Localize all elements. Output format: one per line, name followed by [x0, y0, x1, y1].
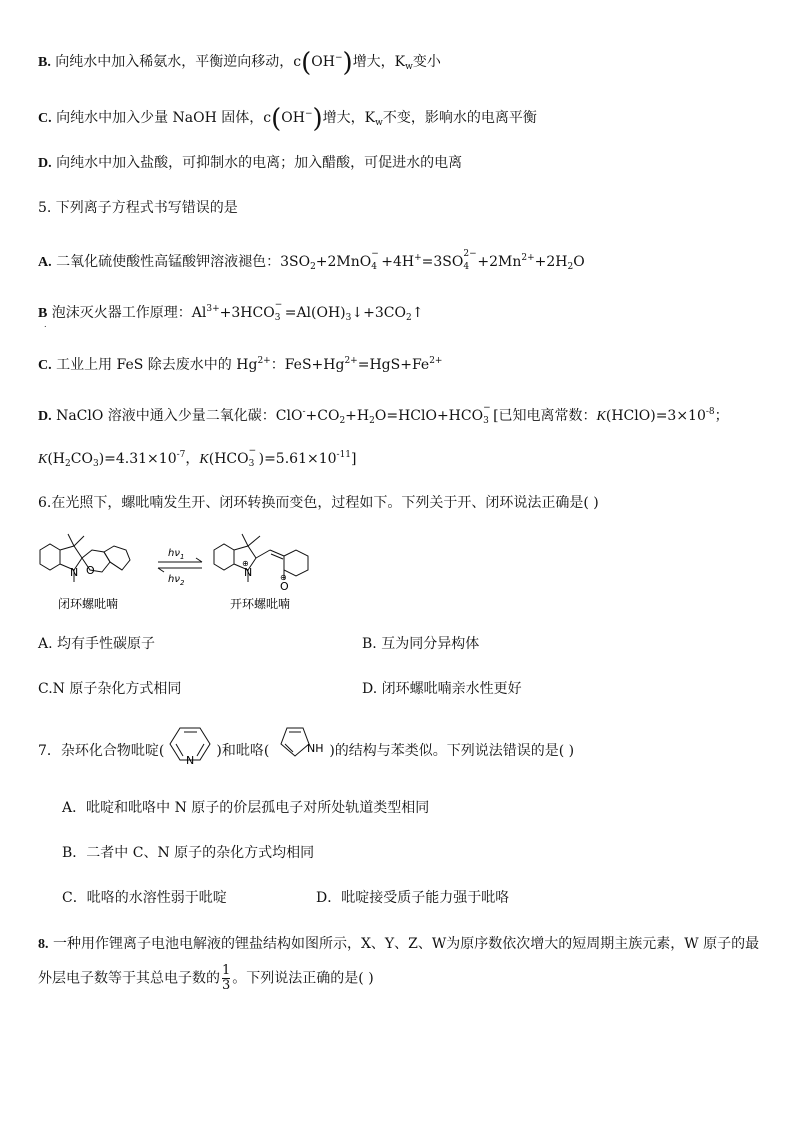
pyrrole-structure [269, 724, 329, 764]
fraction-one-third: $\frac{1}{3}$ [222, 963, 231, 993]
q6-option-a: A. 均有手性碳原子 [38, 636, 156, 652]
closed-benzene-left [40, 544, 60, 570]
q7-option-c: C．吡咯的水溶性弱于吡啶 [62, 890, 227, 906]
q6-stem: 6.在光照下，螺吡喃发生开、闭环转换而变色，过程如下。下列关于开、闭环说法正确是( ) [38, 495, 599, 511]
q5-stem: 5. 下列离子方程式书写错误的是 [38, 200, 238, 216]
q5-option-a: A. 二氧化硫使酸性高锰酸钾溶液褪色：$3SO_2+2MnO$ − 4 +4H+=3SO 2− 4 $+2Mn^{2+}+2H_2O$ [38, 249, 585, 272]
plus-charge-icon: ⊕ [242, 559, 249, 568]
q4-option-d: D. 向纯水中加入盐酸，可抑制水的电离；加入醋酸，可促进水的电离 [38, 155, 463, 171]
closed-o-atom: O [86, 564, 95, 577]
q6-option-b: B. 互为同分异构体 [362, 636, 480, 652]
q5-option-b: B 泡沫灭火器工作原理：$Al^{3+}+3HCO$ − 3 $=Al(OH)_3↓+3CO_2↑$ [38, 300, 424, 323]
q5-option-c: C. 工业上用 FeS 除去废水中的 $Hg^{2+}$：$FeS+Hg^{2+}=HgS+Fe^{2+}$ [38, 356, 443, 373]
minus-charge-icon: ⊖ [280, 573, 287, 582]
open-n-atom: N [244, 566, 253, 579]
closed-form-label: 闭环螺吡喃 [58, 597, 119, 611]
q7-option-a: A．吡啶和吡咯中 N 原子的价层孤电子对所处轨道类型相同 [62, 800, 430, 816]
q6-option-c: C.N 原子杂化方式相同 [38, 681, 182, 697]
q5-option-d-cont: $K(H_2CO_3)=4.31\times 10^{-7}$，K(HCO − 3 )$=5.61\times 10^{-11}$] [38, 446, 357, 469]
q8-stem-cont: 外层电子数等于其总电子数的 $\frac{1}{3}$ 。下列说法正确的是( ) [38, 963, 374, 993]
q7-stem: 7．杂环化合物吡啶( N )和吡咯( NH )的结构与苯类似。下列说法错误的是( ) [38, 738, 574, 764]
open-o-atom: O [280, 580, 289, 593]
q5-option-d: D. NaClO 溶液中通入少量二氧化碳：$ClO^-+CO_2+H_2O=HClO+HCO$ − 3 [已知电离常数：$K(HClO)=3\times 10^{-8}$； [38, 403, 729, 426]
hv2-label: $h\nu_2$ [168, 574, 185, 587]
pyridine-structure [164, 724, 216, 764]
spiropyran-reaction-diagram [30, 528, 350, 614]
q6-option-d: D. 闭环螺吡喃亲水性更好 [362, 681, 522, 697]
q7-option-d: D．吡啶接受质子能力强于吡咯 [316, 890, 510, 906]
q4-option-b: B. 向纯水中加入稀氨水，平衡逆向移动，c(OH−)增大，$K_w$变小 [38, 48, 441, 78]
q8-stem: 8. 一种用作锂离子电池电解液的锂盐结构如图所示，X、Y、Z、W为原序数依次增大的短周期主族元素，W 原子的最 [38, 936, 760, 952]
q7-option-b: B．二者中 C、N 原子的杂化方式均相同 [62, 845, 315, 861]
svg-text:N: N [186, 754, 195, 764]
open-benzene-left [214, 544, 234, 570]
closed-n-atom: N [70, 566, 79, 579]
q4-option-c: C. 向纯水中加入少量 NaOH 固体，c(OH−)增大，$K_w$不变，影响水的电离平衡 [38, 104, 537, 134]
svg-text:NH: NH [307, 742, 324, 755]
open-form-label: 开环螺吡喃 [230, 597, 291, 611]
q5-b-dot: . [44, 320, 47, 329]
hv1-label: $h\nu_1$ [168, 548, 185, 561]
open-phenoxide-ring [284, 550, 308, 576]
